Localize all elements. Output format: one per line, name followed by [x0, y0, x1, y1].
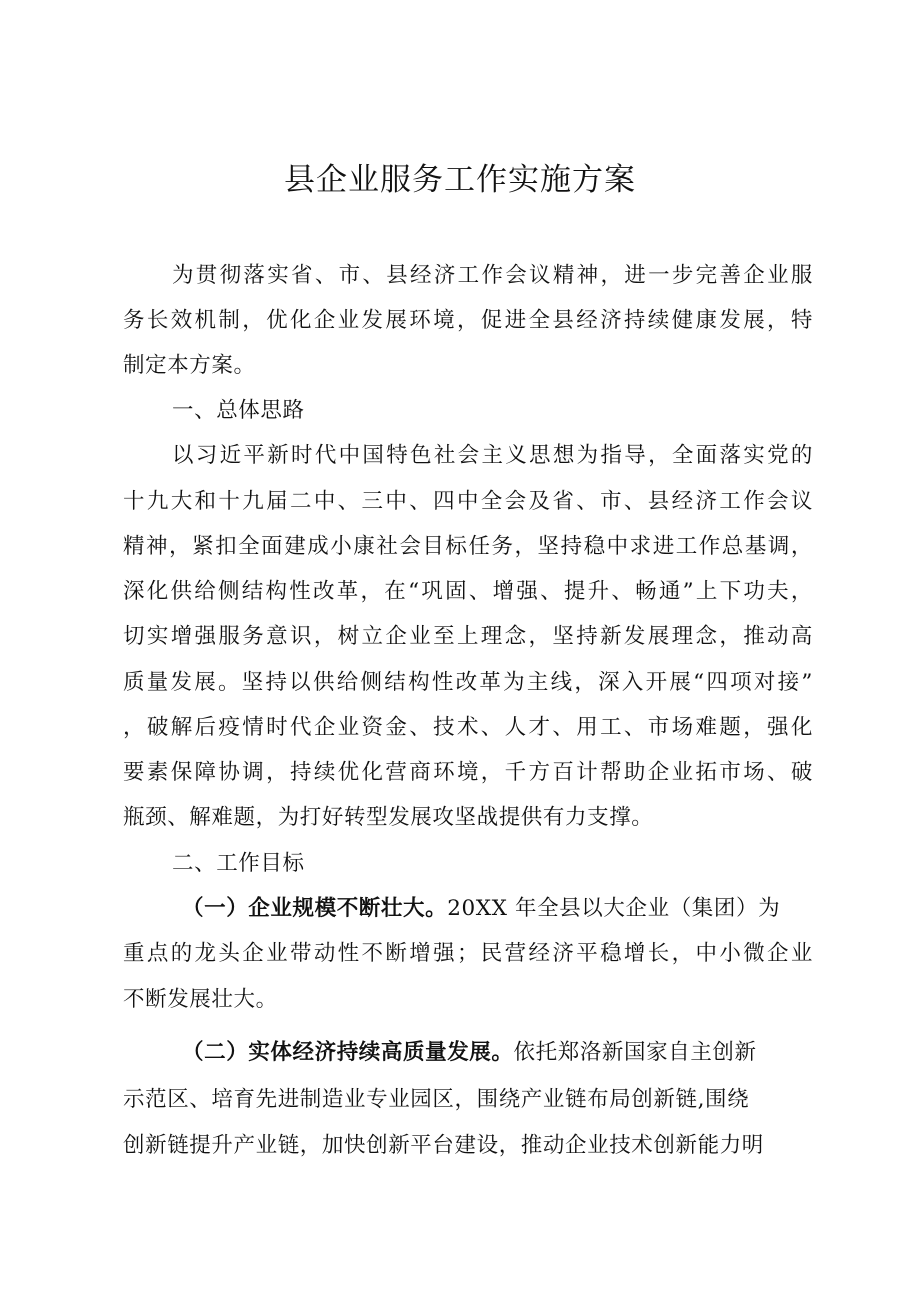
goal-item-2-line-3: 创新链提升产业链，加快创新平台建设，推动企业技术创新能力明	[123, 1133, 764, 1158]
intro-line-3: 制定本方案。	[123, 353, 256, 378]
intro-line-2: 务长效机制，优化企业发展环境，促进全县经济持续健康发展，特	[123, 308, 813, 333]
goal-item-2-first-line	[182, 1038, 813, 1068]
section1-line-7: ，破解后疫情时代企业资金、技术、人才、用工、市场难题，强化	[123, 715, 813, 740]
goal-item-1-first-line	[182, 894, 813, 924]
goal-item-1-heading: （一）企业规模不断壮大。	[182, 896, 448, 921]
section-heading-overall-approach: 一、总体思路	[172, 398, 305, 423]
section1-line-9: 瓶颈、解难题，为打好转型发展攻坚战提供有力支撑。	[123, 805, 654, 830]
goal-item-2-heading: （二）实体经济持续高质量发展。	[182, 1040, 514, 1065]
section1-line-2: 十九大和十九届二中、三中、四中全会及省、市、县经济工作会议	[123, 489, 813, 514]
section1-line-4: 深化供给侧结构性改革，在“巩固、增强、提升、畅通”上下功夫，	[123, 579, 813, 604]
goal-item-1-line-3: 不断发展壮大。	[123, 987, 278, 1012]
section1-line-1: 以习近平新时代中国特色社会主义思想为指导，全面落实党的	[172, 443, 813, 468]
goal-item-1-text: 20XX 年全县以大企业（集团）为	[447, 896, 781, 921]
goal-item-1-line-2: 重点的龙头企业带动性不断增强；民营经济平稳增长，中小微企业	[123, 941, 813, 966]
section1-line-6: 质量发展。坚持以供给侧结构性改革为主线，深入开展“四项对接”	[123, 670, 813, 695]
goal-item-2-line-2: 示范区、培育先进制造业专业园区，围绕产业链布局创新链,围绕	[123, 1087, 750, 1112]
intro-line-1: 为贯彻落实省、市、县经济工作会议精神，进一步完善企业服	[172, 263, 813, 288]
goal-item-2-text: 依托郑洛新国家自主创新	[513, 1040, 757, 1065]
section-heading-work-goals: 二、工作目标	[172, 851, 305, 876]
document-title: 县企业服务工作实施方案	[284, 162, 636, 198]
section1-line-3: 精神，紧扣全面建成小康社会目标任务，坚持稳中求进工作总基调，	[123, 534, 813, 559]
section1-line-8: 要素保障协调，持续优化营商环境，千方百计帮助企业拓市场、破	[123, 760, 813, 785]
section1-line-5: 切实增强服务意识，树立企业至上理念，坚持新发展理念，推动高	[123, 624, 813, 649]
